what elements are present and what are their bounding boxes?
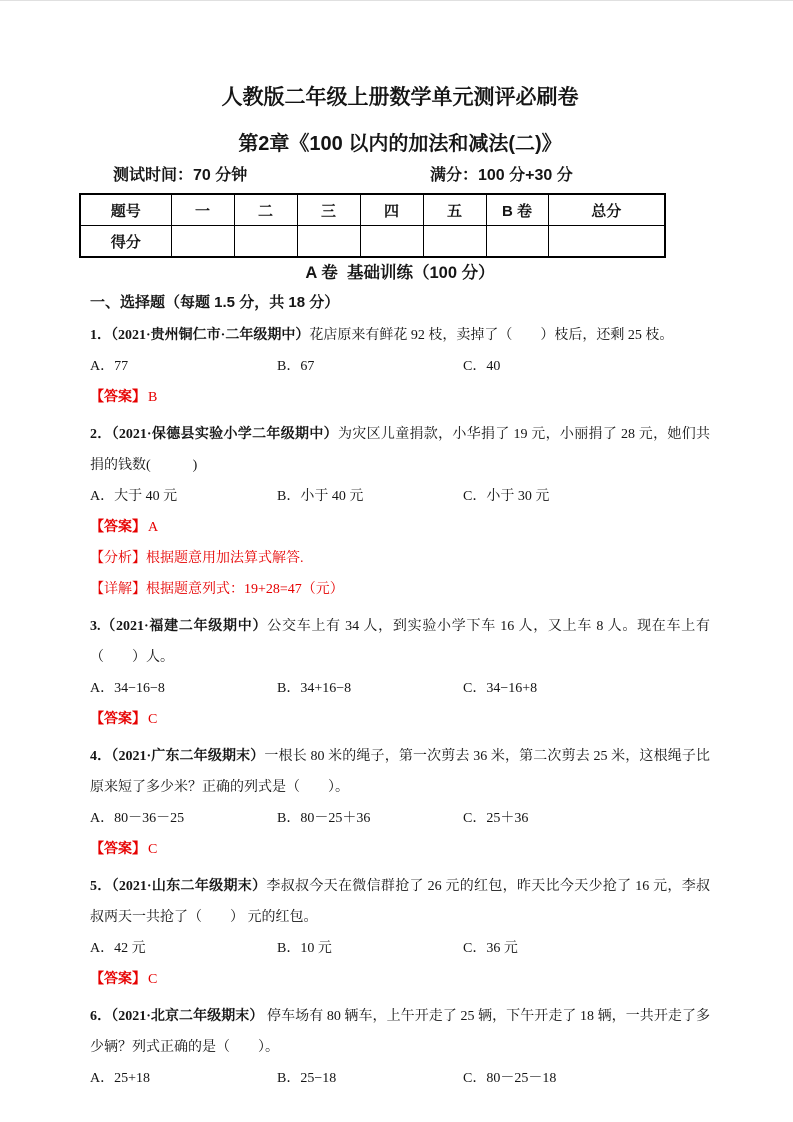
detail-text: 根据题意列式：19+28=47（元） [146, 582, 344, 597]
question-number: 2． [90, 427, 112, 442]
question-text [90, 611, 710, 673]
full-score-label: 满分：100 分+30 分 [430, 167, 573, 184]
page-title: 人教版二年级上册数学单元测评必刷卷 [221, 86, 579, 109]
answer-label: 【答案】 [90, 712, 146, 727]
question-text [90, 871, 710, 933]
question-body: 为灾区儿童捐款，小华捐了 19 元，小丽捐了 28 元，她们共捐的钱数( ) [90, 427, 711, 473]
question-number: 3. [90, 619, 101, 634]
test-info-row [90, 165, 710, 187]
answer-label: 【答案】 [90, 972, 146, 987]
question-body: 花店原来有鲜花 92 枝，卖掉了（ ）枝后，还剩 25 枝。 [309, 328, 674, 343]
score-table [79, 193, 666, 258]
option-c: C．40 [463, 359, 501, 374]
detail-line [90, 574, 710, 605]
answer-value: C [148, 712, 158, 727]
question-source: （2021·保德县实验小学二年级期中） [111, 427, 338, 442]
question-source: （2021·山东二年级期末） [111, 879, 267, 894]
options-row [90, 803, 710, 834]
question-source: （2021·贵州铜仁市·二年级期中） [111, 328, 310, 343]
score-cell-empty [171, 226, 234, 258]
score-table-score-row [80, 226, 665, 258]
option-c: C．34−16+8 [463, 681, 538, 696]
answer-value: C [148, 842, 158, 857]
options-row [90, 351, 710, 382]
answer-line [90, 834, 710, 865]
answer-value: C [148, 972, 158, 987]
header-cell-tihao: 题号 [80, 194, 171, 226]
option-b: B．小于 40 元 [277, 489, 364, 504]
header-cell-2: 二 [234, 194, 297, 226]
option-b: B．80－25＋36 [277, 811, 371, 826]
option-a: A．大于 40 元 [90, 489, 178, 504]
question-1 [90, 320, 710, 413]
score-table-header-row [80, 194, 665, 226]
option-a: A．25+18 [90, 1071, 151, 1086]
analysis-line [90, 543, 710, 574]
answer-line [90, 512, 710, 543]
answer-line [90, 382, 710, 413]
question-text [90, 1001, 710, 1063]
header-cell-bjuan: B 卷 [486, 194, 548, 226]
option-c: C．25＋36 [463, 811, 529, 826]
section-a-title: A 卷 基础训练（100 分） [305, 264, 495, 282]
question-text [90, 741, 710, 803]
question-body: 公交车上有 34 人，到实验小学下车 16 人，又上车 8 人。现在车上有（ ）人。 [90, 619, 711, 665]
score-cell-empty [297, 226, 360, 258]
question-source: （2021·福建二年级期中） [100, 619, 268, 634]
option-a: A．77 [90, 359, 129, 374]
detail-label: 【详解】 [90, 582, 146, 597]
analysis-label: 【分析】 [90, 551, 146, 566]
question-body: 一根长 80 米的绳子，第一次剪去 36 米，第二次剪去 25 米，这根绳子比原来短了多少米？正确的列式是（ ）。 [90, 749, 711, 795]
option-b: B．67 [277, 359, 315, 374]
answer-label: 【答案】 [90, 842, 146, 857]
question-body: 停车场有 80 辆车，上午开走了 25 辆，下午开走了 18 辆，一共开走了多少辆？列式正确的是（ ）。 [90, 1009, 711, 1055]
question-3 [90, 611, 710, 735]
option-c: C．36 元 [463, 941, 518, 956]
header-cell-5: 五 [423, 194, 486, 226]
test-time-label: 测试时间：70 分钟 [113, 167, 248, 184]
score-cell-empty [486, 226, 548, 258]
score-cell-empty [234, 226, 297, 258]
option-c: C．80－25－18 [463, 1071, 557, 1086]
header-cell-total: 总分 [548, 194, 665, 226]
question-body: 李叔叔今天在微信群抢了 26 元的红包，昨天比今天少抢了 16 元，李叔叔两天一共抢了（ ） 元的红包。 [90, 879, 711, 925]
options-row [90, 1063, 710, 1094]
question-number: 5． [90, 879, 112, 894]
question-5 [90, 871, 710, 995]
page-subtitle: 第2章《100 以内的加法和减法(二)》 [238, 133, 562, 155]
header-cell-1: 一 [171, 194, 234, 226]
score-row-label: 得分 [80, 226, 171, 258]
question-2 [90, 419, 710, 605]
question-text [90, 320, 710, 351]
analysis-text: 根据题意用加法算式解答. [146, 551, 304, 566]
option-c: C．小于 30 元 [463, 489, 550, 504]
option-b: B．25−18 [277, 1071, 337, 1086]
option-a: A．80－36－25 [90, 811, 185, 826]
header-cell-3: 三 [297, 194, 360, 226]
question-source: （2021·北京二年级期末） [111, 1009, 264, 1024]
question-number: 4． [90, 749, 112, 764]
answer-value: A [148, 520, 159, 535]
question-4 [90, 741, 710, 865]
question-6 [90, 1001, 710, 1094]
answer-label: 【答案】 [90, 390, 146, 405]
score-cell-empty [360, 226, 423, 258]
answer-line [90, 964, 710, 995]
score-cell-empty [548, 226, 665, 258]
answer-value: B [148, 390, 158, 405]
question-number: 1． [90, 328, 111, 343]
options-row [90, 673, 710, 704]
answer-label: 【答案】 [90, 520, 146, 535]
score-cell-empty [423, 226, 486, 258]
option-a: A．34−16−8 [90, 681, 165, 696]
options-row [90, 933, 710, 964]
options-row [90, 481, 710, 512]
answer-line [90, 704, 710, 735]
question-source: （2021·广东二年级期末） [111, 749, 265, 764]
header-cell-4: 四 [360, 194, 423, 226]
part-title-choice: 一、选择题（每题 1.5 分，共 18 分） [90, 294, 340, 311]
question-text [90, 419, 710, 481]
option-a: A．42 元 [90, 941, 146, 956]
option-b: B．34+16−8 [277, 681, 352, 696]
question-number: 6． [90, 1009, 112, 1024]
option-b: B．10 元 [277, 941, 332, 956]
